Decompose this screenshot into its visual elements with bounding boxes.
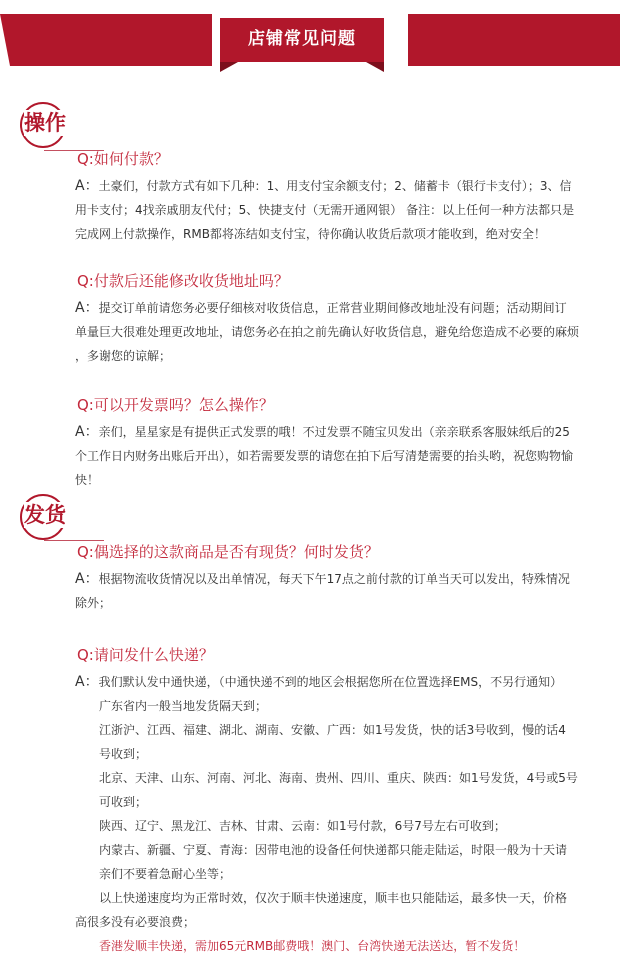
answer-line: 我们默认发中通快递，（中通快递不到的地区会根据您所在位置选择EMS，不另行通知） [98, 675, 563, 689]
answer-line: 单量巨大很难处理更改地址，请您务必在拍之前先确认好收货信息，避免给您造成不必要的麻烦 [75, 325, 580, 339]
answer-label: A： [75, 300, 99, 316]
answer-line: 广东省内一般当地发货隔天到； [99, 699, 268, 713]
badge-underline [44, 540, 104, 541]
answer-line: 以上快递速度均为正常时效，仅次于顺丰快递速度，顺丰也只能陆运，最多快一天，价格 [99, 891, 568, 905]
answer-line: 可收到； [99, 795, 148, 809]
answer-line: 除外； [75, 596, 112, 610]
banner-right-ribbon [384, 14, 620, 66]
answer-line: 北京、天津、山东、河南、河北、海南、贵州、四川、重庆、陕西：如1号发货，4号或5号 [99, 771, 578, 785]
question-courier: Q:请问发什么快递？ [77, 646, 214, 664]
answer-line: 高很多没有必要浪费； [75, 915, 196, 929]
answer-line: 根据物流收货情况以及出单情况，每天下午17点之前付款的订单当天可以发出，特殊情况 [98, 572, 570, 586]
answer-line: 亲们，星星家是有提供正式发票的哦！不过发票不随宝贝发出（亲亲联系客服妹纸后的25 [98, 425, 570, 439]
answer-line: 内蒙古、新疆、宁夏、青海：因带电池的设备任何快递都只能走陆运，时限一般为十天请 [99, 843, 568, 857]
answer-invoice [75, 420, 605, 492]
answer-stock [75, 567, 605, 615]
section-badge-shipping: 发货 [24, 502, 88, 528]
banner-fold-right [366, 62, 384, 72]
answer-line: 亲们不要着急耐心坐等； [99, 867, 232, 881]
answer-line: 号收到； [99, 747, 148, 761]
answer-line: ，多谢您的谅解； [75, 349, 172, 363]
header-banner [0, 0, 620, 80]
question-invoice: Q:可以开发票吗？怎么操作？ [77, 396, 274, 414]
answer-line-highlight: 香港发顺丰快递，需加65元RMB邮费哦！澳门、台湾快递无法送达，暂不发货！ [99, 939, 526, 953]
answer-line: 完成网上付款操作，RMB都将冻结如支付宝，待你确认收货后款项才能收到，绝对安全！ [75, 227, 546, 241]
question-payment: Q:如何付款？ [77, 150, 169, 168]
answer-line: 江浙沪、江西、福建、湖北、湖南、安徽、广西：如1号发货，快的话3号收到，慢的话4 [99, 723, 566, 737]
page-title: 店铺常见问题 [248, 29, 356, 49]
answer-label: A： [75, 674, 99, 690]
section-badge-operation: 操作 [24, 110, 88, 136]
answer-line: 用卡支付；4找亲戚朋友代付；5、快捷支付（无需开通网银） 备注：以上任何一种方法都只是 [75, 203, 575, 217]
answer-line: 土豪们，付款方式有如下几种：1、用支付宝余额支付；2、储蓄卡（银行卡支付）；3、信 [98, 179, 572, 193]
answer-line: 提交订单前请您务必要仔细核对收货信息，正常营业期间修改地址没有问题；活动期间订 [98, 301, 567, 315]
answer-label: A： [75, 571, 99, 587]
question-change-address: Q:付款后还能修改收货地址吗？ [77, 272, 289, 290]
answer-label: A： [75, 178, 99, 194]
question-stock: Q:偶选择的这款商品是否有现货？何时发货？ [77, 543, 379, 561]
banner-left-ribbon [0, 14, 220, 66]
answer-line: 快！ [75, 473, 100, 487]
answer-courier [75, 670, 605, 958]
answer-payment [75, 174, 605, 246]
answer-line: 陕西、辽宁、黑龙江、吉林、甘肃、云南：如1号付款，6号7号左右可收到； [99, 819, 506, 833]
answer-change-address [75, 296, 605, 368]
answer-label: A： [75, 424, 99, 440]
answer-line: 个工作日内财务出账后开出），如若需要发票的请您在拍下后写清楚需要的抬头哟，祝您购物愉 [75, 449, 574, 463]
